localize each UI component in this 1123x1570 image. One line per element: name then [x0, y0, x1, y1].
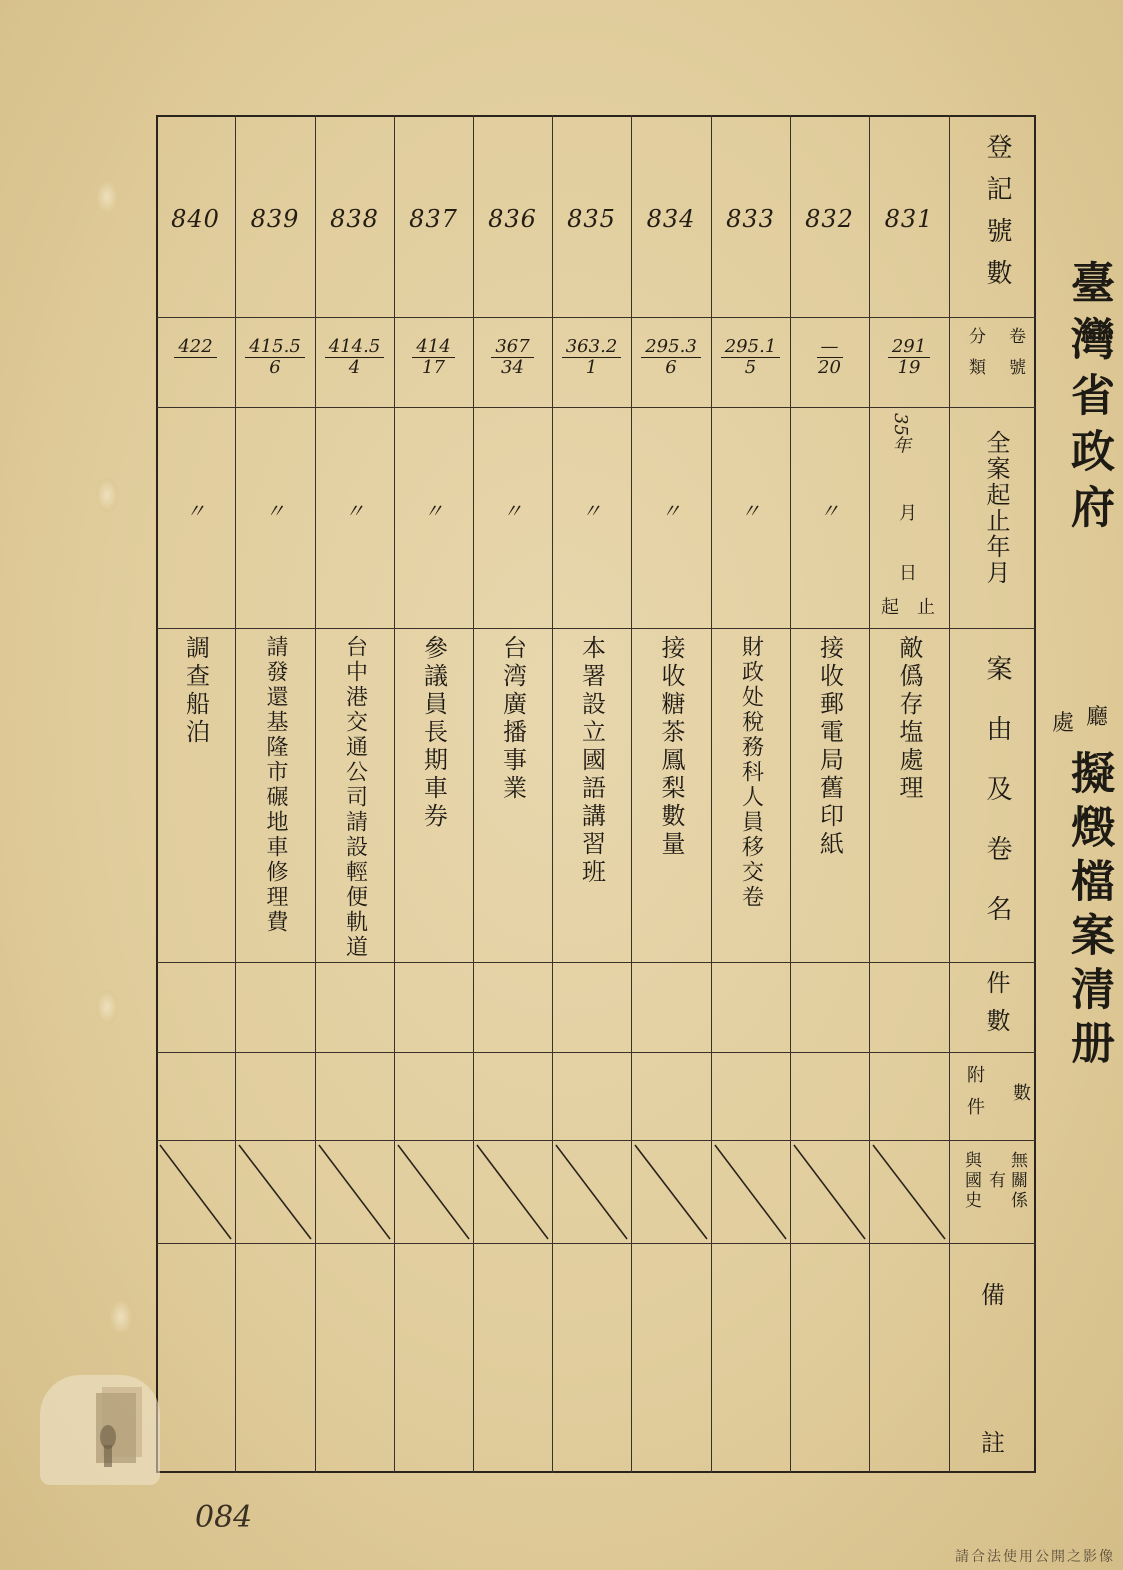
volume-class-number [394, 337, 473, 378]
volume-class-number [790, 337, 869, 378]
class-number: — [817, 337, 843, 358]
class-number: 414.5 [325, 337, 385, 358]
header-pieces: 件數 [982, 970, 1010, 1046]
date-year: 35年 [890, 413, 911, 454]
class-number: 291 [888, 337, 930, 358]
volume-class-number [156, 337, 235, 358]
registration-number: 831 [884, 205, 934, 233]
volume-class-number [315, 337, 394, 378]
binding-hole [96, 180, 118, 214]
registration-number: 834 [646, 205, 696, 233]
case-subject: 接收郵電局舊印紙 [815, 635, 844, 859]
case-subject: 參議員長期車券 [419, 635, 448, 831]
date-ditto: 〃 [265, 499, 285, 523]
case-subject: 敵僞存塩處理 [895, 635, 923, 803]
date-ditto: 〃 [661, 499, 681, 523]
date-ditto: 〃 [344, 499, 365, 523]
register-row [473, 115, 552, 1473]
not-related-slash [711, 1141, 790, 1243]
not-related-slash [631, 1141, 711, 1243]
volume-number: 20 [818, 357, 841, 378]
page-number: 084 [195, 1500, 253, 1535]
case-subject: 本署設立國語講習班 [577, 635, 606, 887]
date-ditto: 〃 [185, 499, 206, 523]
not-related-slash [235, 1141, 315, 1243]
register-row [235, 115, 315, 1473]
register-row [156, 115, 235, 1473]
case-subject: 台中港交通公司請設輕便軌道 [342, 635, 368, 960]
archive-stamp [40, 1375, 160, 1485]
header-remarks-bottom: 註 [981, 1429, 1005, 1457]
class-number: 295.3 [641, 337, 701, 358]
class-number: 295.1 [721, 337, 781, 358]
date-ditto: 〃 [423, 499, 444, 523]
header-attachment: 附件 [964, 1065, 985, 1129]
header-column [949, 115, 1036, 1473]
volume-class-number [869, 337, 949, 378]
registration-number: 836 [488, 205, 537, 233]
date-ditto: 〃 [581, 499, 602, 523]
date-day: 日 [899, 563, 917, 584]
volume-class-number [631, 337, 711, 378]
header-attachment-count: 數 [1010, 1083, 1031, 1101]
title-office-bottom: 處 [1052, 711, 1075, 736]
case-subject: 台湾廣播事業 [498, 635, 527, 803]
case-subject: 接收糖茶鳳梨數量 [657, 635, 685, 859]
not-related-slash [315, 1141, 394, 1243]
registration-number: 837 [409, 205, 458, 233]
volume-number: 5 [744, 357, 757, 378]
header-remarks-top: 備 [981, 1281, 1005, 1309]
class-number: 414 [412, 337, 454, 358]
class-number: 363.2 [562, 337, 622, 358]
registration-number: 839 [250, 205, 300, 233]
title-block [1050, 260, 1114, 1140]
header-subject: 案由及卷名 [982, 655, 1012, 955]
volume-class-number [235, 337, 315, 378]
register-row [552, 115, 631, 1473]
register-row [711, 115, 790, 1473]
header-relation-a: 無關係 [1007, 1151, 1027, 1211]
binding-hole [110, 1300, 132, 1334]
binding-hole [96, 990, 118, 1024]
not-related-slash [156, 1141, 235, 1243]
case-subject: 調查船泊 [181, 635, 210, 747]
volume-number: 4 [348, 357, 361, 378]
registration-number: 838 [330, 205, 379, 233]
footer-notice: 請合法使用公開之影像 [955, 1549, 1115, 1565]
header-reg-no: 登記號數 [982, 133, 1012, 301]
volume-number: 1 [585, 357, 598, 378]
registration-number: 840 [171, 205, 220, 233]
date-ditto: 〃 [502, 499, 523, 523]
header-relation-b: 有 [985, 1171, 1005, 1188]
volume-number: 19 [897, 357, 921, 378]
case-subject: 財政处稅務科人員移交卷 [738, 635, 764, 910]
register-row [315, 115, 394, 1473]
header-date-range: 全案起止年月 [982, 430, 1010, 586]
not-related-slash [552, 1141, 631, 1243]
book-logo-icon [40, 1375, 160, 1485]
registration-number: 835 [567, 205, 616, 233]
register-row [394, 115, 473, 1473]
date-start: 起 [881, 597, 899, 618]
date-ditto: 〃 [740, 499, 761, 523]
volume-number: 6 [269, 357, 281, 378]
not-related-slash [790, 1141, 869, 1243]
registration-number: 832 [805, 205, 854, 233]
binding-hole [96, 478, 118, 512]
header-class: 分類 [965, 327, 985, 389]
date-ditto: 〃 [819, 499, 840, 523]
class-number: 415.5 [245, 337, 305, 358]
not-related-slash [394, 1141, 473, 1243]
not-related-slash [473, 1141, 552, 1243]
register-row [869, 115, 949, 1473]
register-row [790, 115, 869, 1473]
volume-class-number [552, 337, 631, 378]
class-number: 422 [174, 337, 216, 358]
volume-number: 17 [422, 357, 445, 378]
header-relation-c: 與國史 [961, 1151, 981, 1211]
class-number: 367 [491, 337, 533, 358]
volume-class-number [473, 337, 552, 378]
not-related-slash [869, 1141, 949, 1243]
case-subject: 請發還基隆市碾地車修理費 [263, 635, 288, 935]
volume-number: 6 [665, 357, 677, 378]
volume-number: 34 [501, 357, 524, 378]
date-end: 止 [917, 597, 935, 618]
title-office-top: 廳 [1086, 705, 1109, 730]
title-government: 臺灣省政府 [1063, 260, 1114, 540]
date-month: 月 [899, 503, 917, 524]
registration-number: 833 [726, 205, 775, 233]
volume-class-number [711, 337, 790, 378]
title-register: 擬燬檔案清册 [1063, 750, 1114, 1074]
header-volume-no: 卷號 [1005, 327, 1025, 389]
register-row [631, 115, 711, 1473]
